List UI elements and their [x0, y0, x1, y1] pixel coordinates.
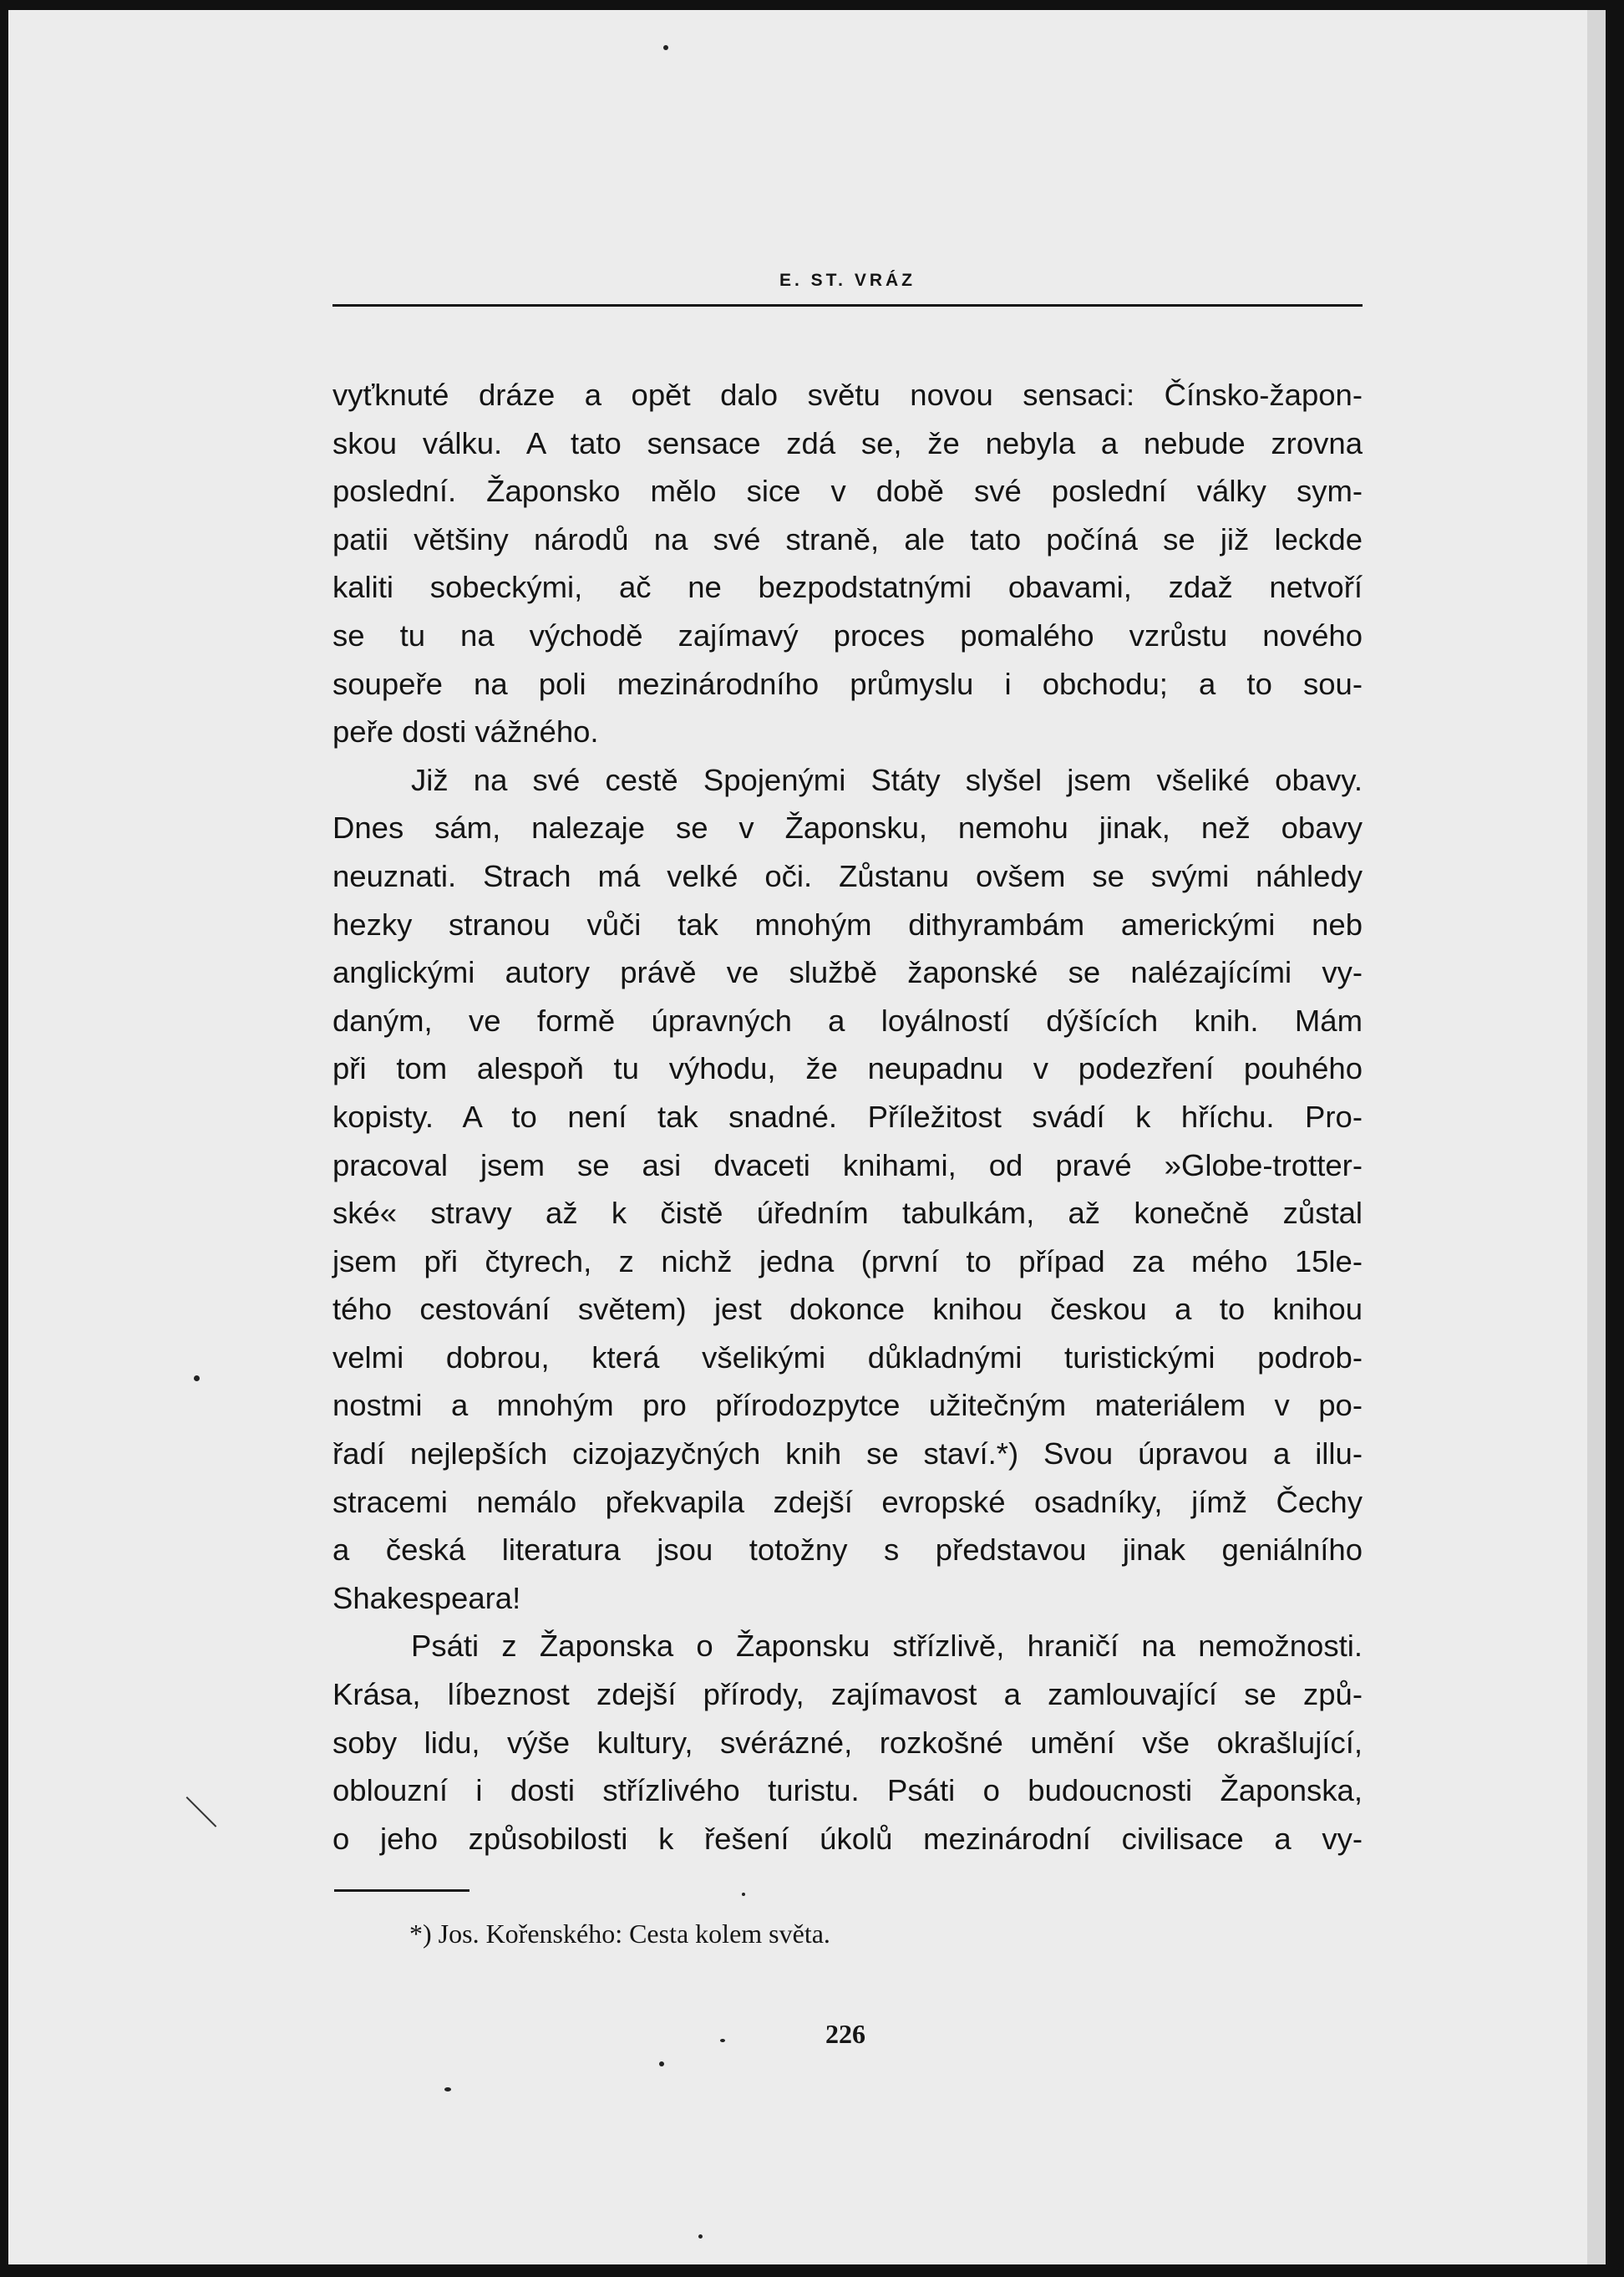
- text-line: daným, ve formě úpravných a loyálností dýšících knih. Mám: [332, 1003, 1363, 1038]
- text-line: nostmi a mnohým pro přírodozpytce užitečným materiálem v po-: [332, 1388, 1363, 1423]
- text-line: hezky stranou vůči tak mnohým dithyrambám americkými neb: [332, 907, 1363, 942]
- text-line: pracoval jsem se asi dvaceti knihami, od pravé »Globe-trotter-: [332, 1147, 1363, 1182]
- text-line: Shakespeara!: [332, 1580, 521, 1615]
- text-line: při tom alespoň tu výhodu, že neupadnu v podezření pouhého: [332, 1051, 1363, 1086]
- scan-speck: [194, 1375, 200, 1381]
- text-line: vyťknuté dráze a opět dalo světu novou sensaci: Čínsko-žapon-: [332, 378, 1363, 412]
- page-edge: [1587, 10, 1606, 2264]
- scan-speck: [742, 1893, 745, 1896]
- text-line: skou válku. A tato sensace zdá se, že nebyla a nebude zrovna: [332, 425, 1363, 460]
- paragraph-start-line: Psáti z Žaponska o Žaponsku střízlivě, hraničí na nemožnosti.: [411, 1629, 1363, 1664]
- text-line: stracemi nemálo překvapila zdejší evropské osadníky, jímž Čechy: [332, 1484, 1363, 1519]
- text-line: Dnes sám, nalezaje se v Žaponsku, nemohu jinak, než obavy: [332, 811, 1363, 846]
- body-text: [332, 371, 1363, 1863]
- scan-speck: [444, 2087, 451, 2091]
- text-line: soby lidu, výše kultury, svérázné, rozkošné umění vše okrašlující,: [332, 1725, 1363, 1760]
- text-line: řadí nejlepších cizojazyčných knih se staví.*) Svou úpravou a illu-: [332, 1436, 1363, 1471]
- text-line: patii většiny národů na své straně, ale tato počíná se již leckde: [332, 521, 1363, 557]
- footnote-rule: [334, 1889, 469, 1892]
- text-line: soupeře na poli mezinárodního průmyslu i obchodu; a to sou-: [332, 666, 1363, 701]
- running-head: E. ST. VRÁZ: [779, 271, 916, 290]
- page-header: [332, 266, 1363, 307]
- text-line: velmi dobrou, která všelikými důkladnými turistickými podrob-: [332, 1339, 1363, 1375]
- footnote: *) Jos. Kořenského: Cesta kolem světa.: [409, 1919, 830, 1949]
- page-number: 226: [825, 2019, 865, 2049]
- scan-speck: [720, 2039, 725, 2042]
- text-line: neuznati. Strach má velké oči. Zůstanu ovšem se svými náhledy: [332, 858, 1363, 893]
- text-line: kaliti sobeckými, ač ne bezpodstatnými obavami, zdaž netvoří: [332, 570, 1363, 605]
- scan-speck: [659, 2061, 664, 2066]
- text-line: kopisty. A to není tak snadné. Příležitost svádí k hříchu. Pro-: [332, 1099, 1363, 1134]
- text-line: peře dosti vážného.: [332, 714, 599, 750]
- text-line: tého cestování světem) jest dokonce knihou českou a to knihou: [332, 1292, 1363, 1327]
- text-line: oblouzní i dosti střízlivého turistu. Psáti o budoucnosti Žaponska,: [332, 1773, 1363, 1808]
- header-rule: [332, 304, 1363, 307]
- scan-speck: [698, 2234, 703, 2239]
- text-line: se tu na východě zajímavý proces pomalého vzrůstu nového: [332, 618, 1363, 653]
- text-line: o jeho způsobilosti k řešení úkolů mezinárodní civilisace a vy-: [332, 1821, 1363, 1856]
- text-line: poslední. Žaponsko mělo sice v době své poslední války sym-: [332, 474, 1363, 509]
- text-line: jsem při čtyrech, z nichž jedna (první to případ za mého 15le-: [332, 1243, 1363, 1278]
- scan-speck: [663, 45, 668, 50]
- text-line: anglickými autory právě ve službě žaponské se nalézajícími vy-: [332, 955, 1363, 990]
- text-line: a česká literatura jsou totožny s představou jinak geniálního: [332, 1532, 1363, 1568]
- paragraph-start-line: Již na své cestě Spojenými Státy slyšel jsem všeliké obavy.: [411, 762, 1363, 797]
- text-line: ské« stravy až k čistě úředním tabulkám, až konečně zůstal: [332, 1196, 1363, 1231]
- text-line: Krása, líbeznost zdejší přírody, zajímavost a zamlouvající se způ-: [332, 1677, 1363, 1712]
